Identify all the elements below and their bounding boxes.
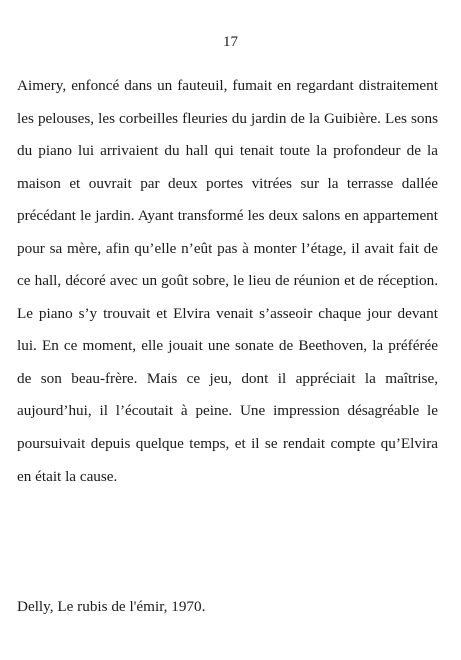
body-paragraph: Aimery, enfoncé dans un fauteuil, fumait en regardant distraitement les pelouses, les corbeilles fleuries du jardin de la Guibière. Les sons du piano lui arrivaient du hall qui tenait toute la profondeur de la maison et ouvrait par deux portes vitrées sur la terrasse dallée précédant le jardin. Ayant transformé les deux salons en appartement pour sa mère, afin qu’elle n’eût pas à monter l’étage, il avait fait de ce hall, décoré avec un goût sobre, le lieu de réunion et de réception. Le piano s’y trouvait et Elvira venait s’asseoir chaque jour devant lui. En ce moment, elle jouait une sonate de Beethoven, la préférée de son beau-frère. Mais ce jeu, dont il appréciait la maîtrise, aujourd’hui, il l’écoutait à peine. Une impression désagréable le poursuivait depuis quelque temps, et il se rendait compte qu’Elvira en était la cause. bbox=[17, 77, 438, 485]
source-citation: Delly, Le rubis de l'émir, 1970. bbox=[17, 598, 206, 615]
page-number: 17 bbox=[223, 34, 238, 50]
